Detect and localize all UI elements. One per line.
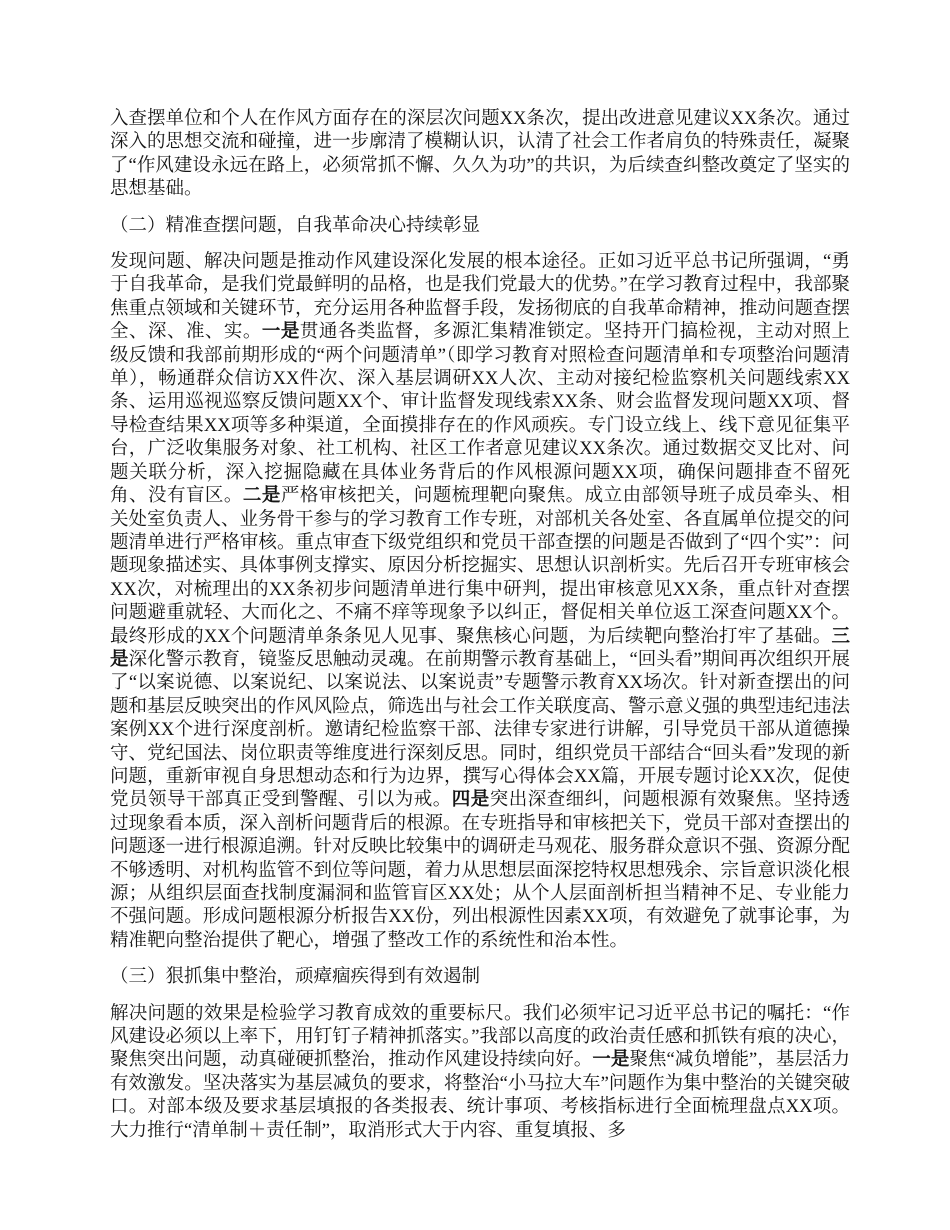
section-heading-3	[110, 966, 850, 989]
text-run: 聚焦“减负增能”，基层活力有效激发。坚决落实为基层减负的要求，将整治“小马拉大车”问题作为集中整治的关键突破口。对部本级及要求基层填报的各类报表、统计事项、考核指标进行全面梳理盘点XX项。大力推行“清单制＋责任制”，取消形式大于内容、重复填报、多	[110, 1050, 850, 1141]
text-run: 贯通各类监督，多源汇集精准锁定。坚持开门搞检视，主动对照上级反馈和我部前期形成的“两个问题清单”（即学习教育对照检查问题清单和专项整治问题清单），畅通群众信访XX件次、深入基层调研XX人次、主动对接纪检监察机关问题线索XX条、运用巡视巡察反馈问题XX个、审计监督发现线索XX条、财会监督发现问题XX项、督导检查结果XX项等多种渠道，全面摸排存在的作风顽疾。专门设立线上、线下意见征集平台，广泛收集服务对象、社工机构、社区工作者意见建议XX条次。通过数据交叉比对、问题关联分析，深入挖掘隐藏在具体业务背后的作风根源问题XX项，确保问题排查不留死角、没有盲区。	[110, 322, 850, 507]
text-run: 深化警示教育，镜鉴反思触动灵魂。在前期警示教育基础上，“回头看”期间再次组织开展了“以案说德、以案说纪、以案说法、以案说责”专题警示教育XX场次。针对新查摆出的问题和基层反映突出的作风风险点，筛选出与社会工作关联度高、警示意义强的典型违纪违法案例XX个进行深度剖析。邀请纪检监察干部、法律专家进行讲解，引导党员干部从道德操守、党纪国法、岗位职责等维度进行深刻反思。同时，组织党员干部结合“回头看”发现的新问题，重新审视自身思想动态和行为边界，撰写心得体会XX篇，开展专题讨论XX次，促使党员领导干部真正受到警醒、引以为戒。	[110, 649, 851, 811]
text-run: 发现问题、解决问题是推动作风建设深化发展的根本途径。正如习近平总书记所强调，“勇于自我革命，是我们党最鲜明的品格，也是我们党最大的优势。”在学习教育过程中，我部聚焦重点领域和关键环节，充分运用各种监督手段，发扬彻底的自我革命精神，推动问题查摆全、深、准、实。	[110, 252, 851, 343]
text-run: 突出深查细纠，问题根源有效聚焦。坚持透过现象看本质，深入剖析问题背后的根源。在专班指导和审核把关下，党员干部对查摆出的问题逐一进行根源追溯。针对反映比较集中的调研走马观花、服务群众意识不强、资源分配不够透明、对机构监管不到位等问题，着力从思想层面深挖特权思想残余、宗旨意识淡化根源；从组织层面查找制度漏洞和监管盲区XX处；从个人层面剖析担当精神不足、专业能力不强问题。形成问题根源分析报告XX份，列出根源性因素XX项，有效避免了就事论事，为精准靶向整治提供了靶心，增强了整改工作的系统性和治本性。	[110, 790, 851, 951]
section-heading-3-text: （三）狠抓集中整治，顽瘴痼疾得到有效遏制	[110, 967, 481, 988]
text-run: 入查摆单位和个人在作风方面存在的深层次问题XX条次，提出改进意见建议XX条次。通过深入的思想交流和碰撞，进一步廓清了模糊认识，认清了社会工作者肩负的特殊责任，凝聚了“作风建设永远在路上，必须常抓不懈、久久为功”的共识，为后续查纠整改奠定了坚实的思想基础。	[110, 109, 851, 200]
text-run: 严格审核把关，问题梳理靶向聚焦。成立由部领导班子成员牵头、相关处室负责人、业务骨干参与的学习教育工作专班，对部机关各处室、各直属单位提交的问题清单进行严格审核。重点审查下级党组织和党员干部查摆的问题是否做到了“四个实”：问题现象描述实、具体事例支撑实、原因分析挖掘实、思想认识剖析实。先后召开专班审核会XX次，对梳理出的XX条初步问题清单进行集中研判，提出审核意见XX条，重点针对查摆问题避重就轻、大而化之、不痛不痒等现象予以纠正，督促相关单位返工深查问题XX个。最终形成的XX个问题清单条条见人见事、聚焦核心问题，为后续靶向整治打牢了基础。	[110, 486, 851, 647]
emphasis-run-third: 三是	[110, 626, 850, 670]
section-heading-2-text: （二）精准查摆问题，自我革命决心持续彰显	[110, 215, 481, 236]
paragraph-section-3	[110, 1003, 850, 1143]
section-heading-2	[110, 215, 850, 238]
paragraph-continuation	[110, 108, 850, 202]
text-run: 解决问题的效果是检验学习教育成效的重要标尺。我们必须牢记习近平总书记的嘱托：“作风建设必须以上率下，用钉钉子精神抓落实。”我部以高度的政治责任感和抓铁有痕的决心，聚焦突出问题，动真碰硬抓整治，推动作风建设持续向好。	[110, 1003, 850, 1071]
emphasis-run-first: 一是	[592, 1050, 630, 1071]
document-page	[110, 108, 850, 1156]
paragraph-section-2	[110, 251, 850, 953]
emphasis-run-second: 二是	[242, 486, 281, 507]
emphasis-run-first: 一是	[261, 322, 300, 343]
emphasis-run-fourth: 四是	[451, 790, 490, 811]
